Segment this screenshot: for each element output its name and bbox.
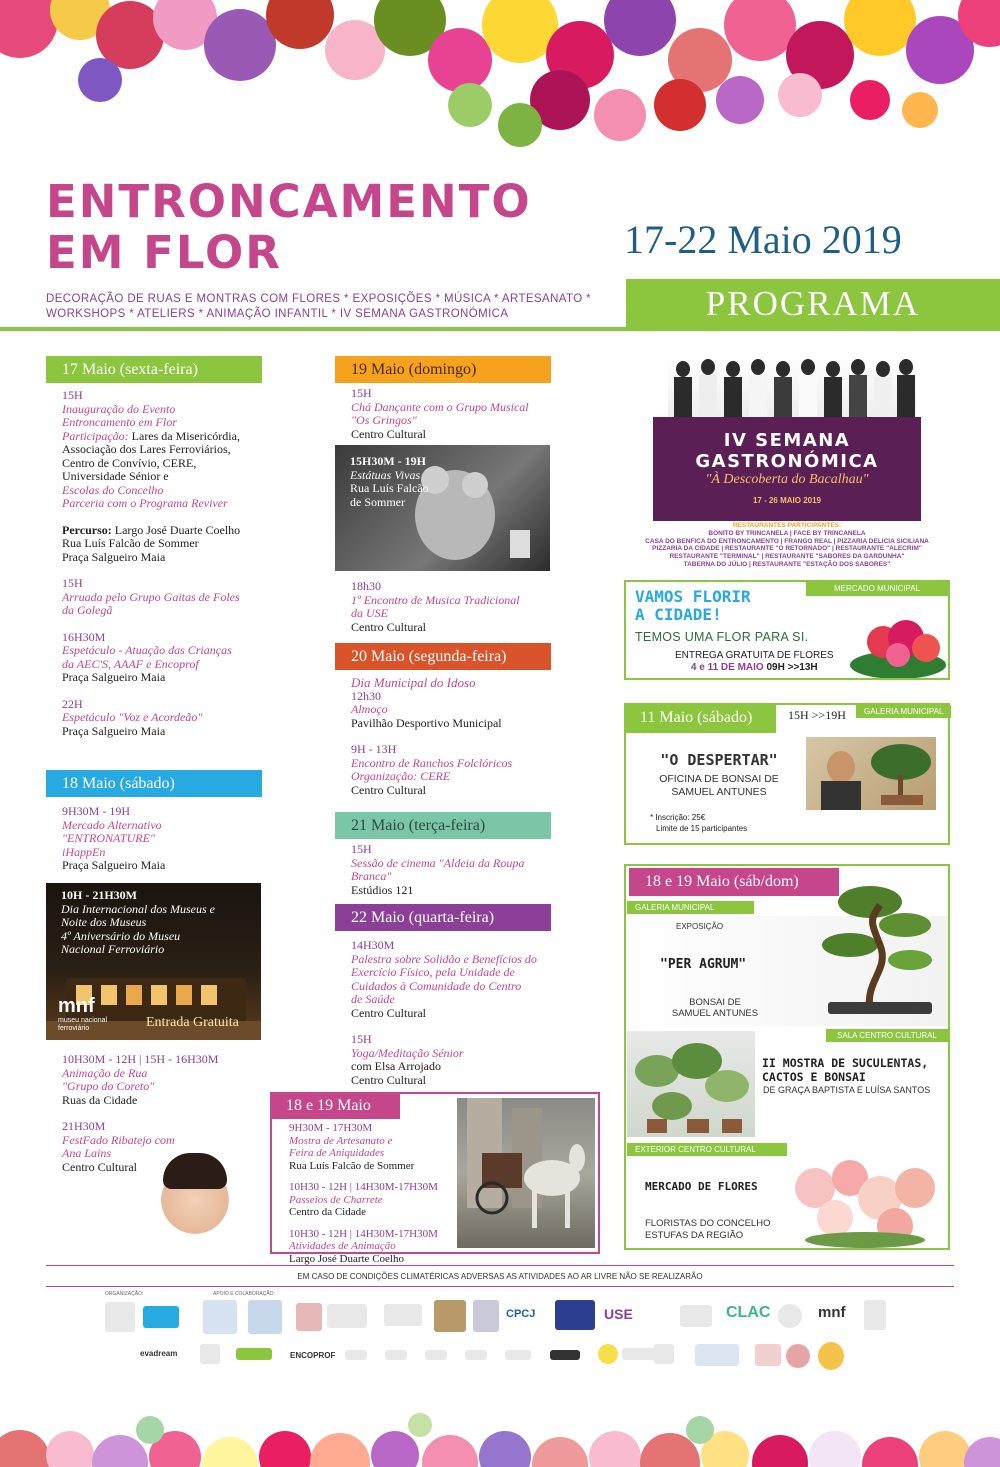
event-title: FestFado Ribatejo com: [62, 1132, 175, 1147]
day-21-events: [351, 843, 551, 897]
flower-market-details: [645, 1218, 770, 1242]
route-stop: Rua Luís Falcão de Sommer: [62, 536, 199, 550]
sponsor-logo: [143, 1306, 179, 1328]
title-line-2: EM FLOR: [46, 226, 282, 279]
event-location: Centro Cultural: [351, 1072, 426, 1087]
sponsor-logo: [236, 1348, 272, 1360]
flower-banner-top: [0, 0, 1000, 165]
restaurant-list: [634, 522, 940, 569]
location-tag: MERCADO MUNICIPAL: [806, 581, 948, 596]
event-time: 12h30: [351, 688, 381, 703]
day-header-19: 19 Maio (domingo): [335, 356, 551, 383]
event-location: Centro Cultural: [351, 782, 426, 797]
sponsor-logo: [203, 1300, 237, 1334]
sponsor-logo: [345, 1350, 367, 1360]
weekend-fair-header: 18 e 19 Maio: [270, 1092, 400, 1119]
event-detail: Associação dos Lares Ferroviários,: [62, 442, 231, 456]
sponsor-logo: [200, 1344, 220, 1364]
bonsai-tree-image: [810, 870, 945, 1026]
event-title: Dia Internacional dos Museus e: [61, 901, 215, 916]
day-header-21: 21 Maio (terça-feira): [335, 812, 551, 839]
exhibitor-line: BONSAI DE: [689, 997, 741, 1008]
day-header-20: 20 Maio (segunda-feira): [335, 643, 551, 670]
support-label: APOIO E COLABORAÇÃO:: [213, 1291, 275, 1297]
event-time: 14H30M: [351, 938, 395, 952]
event-location: Centro Cultural: [62, 1159, 137, 1174]
route-stop: Largo José Duarte Coelho: [111, 522, 241, 537]
event-time: 9H - 13H: [351, 742, 397, 756]
flower-market-line: FLORISTAS DO CONCELHO: [645, 1218, 771, 1229]
event-title: 1º Encontro de Musica Tradicional: [351, 592, 520, 607]
use-logo: USE: [604, 1306, 633, 1322]
sponsor-logo: [786, 1344, 810, 1368]
bonsai-exhibitor: [650, 997, 780, 1019]
sponsor-logo: [296, 1303, 322, 1331]
event-time: 15H: [351, 1032, 372, 1046]
event-title: Espetáculo "Voz e Acordeão": [62, 710, 203, 724]
sponsor-logo: [465, 1350, 487, 1360]
museum-logo-line: museu nacional: [58, 1017, 108, 1024]
event-location: Centro da Cidade: [289, 1206, 366, 1218]
sponsor-logo: [327, 1304, 367, 1328]
gastronomy-title-line-2: GASTRONÓMICA: [695, 451, 879, 472]
begonia-flower-image: [848, 610, 948, 678]
registration-fee: * Inscrição: 25€: [650, 813, 706, 822]
succulents-exhibitors: DE GRAÇA BAPTISTA E LUÍSA SANTOS: [763, 1085, 931, 1095]
sponsor-logo: [384, 1304, 422, 1326]
museum-logo-line: ferroviário: [58, 1025, 90, 1032]
event-title: Arruada pelo Grupo Gaitas de Foles: [62, 589, 240, 604]
museum-logo: mnf: [58, 995, 95, 1017]
succulents-title-line-1: II MOSTRA DE SUCULENTAS,: [762, 1056, 929, 1070]
location-tag: GALERIA MUNICIPAL: [627, 901, 754, 914]
gastronomy-title-line-1: IV SEMANA: [723, 430, 851, 451]
event-title: Animação de Rua: [62, 1065, 148, 1080]
subtitle-line-2: WORKSHOPS * ATELIERS * ANIMAÇÃO INFANTIL * IV SEMANA GASTRONÓMICA: [46, 308, 509, 320]
restaurant-line: BONITO BY TRINCANELA | FACE BY TRINCANELA: [708, 529, 866, 537]
event-title: Branca": [351, 869, 392, 883]
event-location: Estúdios 121: [351, 882, 414, 897]
event-title: 4º Aniversário do Museu: [61, 928, 181, 943]
gastronomy-title: [653, 417, 921, 472]
event-detail: com Elsa Arrojado: [351, 1059, 441, 1073]
day-header-18: 18 Maio (sábado): [46, 770, 262, 797]
event-title: "Os Gringos": [351, 413, 417, 427]
flower-giveaway-time: 09H >>13H: [763, 662, 818, 673]
event-title: Noite dos Museus: [61, 915, 147, 929]
bonsai-artist-photo: [806, 737, 936, 810]
museum-photo: [46, 883, 261, 1040]
day-header-17: 17 Maio (sexta-feira): [46, 356, 262, 383]
subtitle-line-1: DECORAÇÃO DE RUAS E MONTRAS COM FLORES * EXPOSIÇÕES * MÚSICA * ARTESANATO *: [46, 293, 592, 305]
begonia-pink-image: [785, 1158, 945, 1248]
weekend-exhibitions-header: 18 e 19 Maio (sáb/dom): [629, 868, 839, 896]
day-19-events-late: [351, 580, 551, 634]
succulents-exhibition-title: [762, 1056, 928, 1084]
sponsor-logo: [105, 1302, 135, 1332]
event-title: Atividades de Animação: [289, 1240, 396, 1252]
event-time: 10H - 21H30M: [61, 888, 137, 902]
weekend-fair-events: [289, 1122, 469, 1265]
flower-market-title: MERCADO DE FLORES: [645, 1180, 758, 1193]
event-location: Centro Cultural: [351, 426, 426, 441]
day-19-events: [351, 387, 551, 441]
event-location: Rua Luís Falcão: [350, 481, 429, 495]
flower-giveaway-details: [675, 650, 834, 674]
event-time: 9H30M - 19H: [62, 804, 130, 818]
sponsor-logo: [425, 1350, 447, 1360]
event-time: 9H30M - 17H30M: [289, 1122, 373, 1134]
sponsor-logo: [385, 1350, 407, 1360]
location-tag: GALERIA MUNICIPAL: [856, 705, 951, 718]
sponsor-logo: [248, 1300, 282, 1334]
sponsor-logo: [818, 1342, 844, 1370]
day-17-events: [62, 389, 282, 738]
event-detail: Organização: CERE: [351, 769, 451, 783]
sponsor-logo: [695, 1344, 739, 1366]
sponsor-logo: [550, 1350, 580, 1360]
bonsai-workshop-notes: [650, 812, 747, 834]
event-time: 16H30M: [62, 629, 106, 644]
footer-divider-top: [46, 1265, 954, 1266]
sponsor-logo: [864, 1300, 886, 1330]
event-title: Passeios de Charrete: [289, 1193, 383, 1206]
per-agrum-title: "PER AGRUM": [660, 957, 747, 972]
bonsai-workshop-title: "O DESPERTAR": [660, 751, 778, 769]
flower-giveaway-title: [635, 588, 751, 624]
restaurant-line: TABERNA DO JÚLIO | RESTAURANTE "ESTAÇÃO DOS SABORES": [683, 560, 891, 568]
event-location: Praça Salgueiro Maia: [62, 670, 166, 684]
statues-photo: [335, 445, 550, 571]
event-detail: Parceria com o Programa Reviver: [62, 496, 228, 510]
event-title: da USE: [351, 606, 388, 620]
restaurant-line: CASA DO BENFICA DO ENTRONCAMENTO | FRANGO REAL | PIZZARIA DELICIA SICILIANA: [645, 537, 929, 545]
route-label: Percurso:: [62, 522, 112, 537]
day-title: Dia Municipal do Idoso: [351, 675, 476, 690]
event-time: 15H: [62, 576, 83, 590]
organization-label: ORGANIZAÇÃO:: [105, 1291, 144, 1297]
event-title: Sessão de cinema "Aldeia da Roupa: [351, 855, 525, 870]
bonsai-workshop-time: 15H >>19H: [788, 708, 846, 722]
event-title: Nacional Ferroviário: [61, 942, 165, 956]
event-title: Espetáculo - Atuação das Crianças: [62, 643, 232, 657]
footer-divider-bottom: [46, 1286, 954, 1287]
event-location: Centro Cultural: [351, 619, 426, 634]
day-22-events: [351, 939, 551, 1087]
day-header-22: 22 Maio (quarta-feira): [335, 904, 551, 931]
event-title: Inauguração do Evento: [62, 401, 176, 416]
gastronomy-week-box: [653, 417, 921, 521]
event-location: Pavilhão Desportivo Municipal: [351, 715, 502, 730]
event-title: Palestra sobre Solidão e Benefícios do: [351, 951, 537, 966]
event-title: Estátuas Vivas: [350, 467, 421, 482]
event-time: 15H30M - 19H: [350, 454, 426, 468]
sponsor-logo: [598, 1344, 618, 1364]
flower-banner-bottom: [0, 1385, 1000, 1467]
event-detail: Centro de Convívio, CERE,: [62, 455, 197, 470]
participant-limit: Limite de 15 participantes: [656, 824, 748, 833]
event-time: 21H30M: [62, 1119, 106, 1133]
event-detail: Universidade Sénior e: [62, 469, 169, 483]
event-title: Almoço: [351, 702, 388, 716]
event-title: Mercado Alternativo: [62, 817, 162, 832]
event-detail: iHappEn: [62, 844, 106, 859]
event-title: Mostra de Artesanato e: [289, 1134, 393, 1147]
event-location: de Sommer: [350, 494, 405, 509]
bonsai-workshop-info: [634, 751, 804, 799]
flower-giveaway-title-line-1: VAMOS FLORIR: [635, 587, 751, 606]
event-dates: 17-22 Maio 2019: [624, 217, 902, 262]
event-location: Rua Luís Falcão de Sommer: [289, 1159, 415, 1172]
sponsor-logo: [680, 1305, 712, 1327]
day-18-events: [62, 805, 262, 873]
event-time: 10H30 - 12H | 14H30M-17H30M: [289, 1227, 438, 1240]
event-location: Largo José Duarte Coelho: [289, 1252, 404, 1265]
mnf-logo: mnf: [818, 1304, 846, 1321]
museum-free-entry: Entrada Gratuita: [146, 1015, 239, 1030]
flower-giveaway-dates: 4 e 11 DE MAIO: [690, 662, 764, 673]
gastronomy-dates: 17 - 26 MAIO 2019: [752, 496, 822, 505]
succulents-photo: [627, 1031, 755, 1137]
event-title: Cuidados à Comunidade do Centro: [351, 978, 522, 993]
encoprof-logo: ENCOPROF: [290, 1351, 336, 1360]
restaurant-line: RESTAURANTE "TERMINAL" | RESTAURANTE "SABORES DA GARDUNHA": [669, 553, 905, 561]
sponsor-logo: [654, 1344, 674, 1364]
programa-banner: PROGRAMA: [626, 279, 1000, 329]
event-title: Entroncamento em Flor: [62, 415, 177, 429]
location-tag: SALA CENTRO CULTURAL: [826, 1029, 948, 1042]
statues-text: [350, 455, 429, 509]
evadream-logo: evadream: [140, 1349, 178, 1358]
bonsai-workshop-header: 11 Maio (sábado): [624, 703, 776, 733]
event-label: Participação:: [62, 428, 129, 443]
day-20-events: [351, 676, 551, 797]
sponsor-logo: [505, 1350, 531, 1360]
gastronomy-subtitle: "À Descoberta do Bacalhau": [705, 472, 869, 487]
restaurant-list-title: RESTAURANTES PARTICIPANTES:: [732, 522, 842, 529]
subtitle: [46, 292, 606, 322]
carriage-photo: [457, 1098, 595, 1248]
weather-notice: EM CASO DE CONDIÇÕES CLIMATÉRICAS ADVERSAS AS ATIVIDADES AO AR LIVRE NÃO SE REALIZARÃO: [297, 1272, 703, 1281]
flower-market-line: ESTUFAS DA REGIÃO: [645, 1230, 744, 1241]
event-time: 10H30 - 12H | 14H30M-17H30M: [289, 1181, 438, 1193]
sponsor-logo: [555, 1300, 595, 1330]
event-time: 18h30: [351, 579, 381, 593]
event-location: Praça Salgueiro Maia: [62, 858, 166, 872]
sponsor-logo: [622, 1348, 656, 1360]
sponsor-logo: [434, 1300, 466, 1332]
event-location: Ruas da Cidade: [62, 1092, 138, 1107]
event-time: 22H: [62, 696, 83, 711]
event-detail: Lares da Misericórdia,: [128, 428, 240, 443]
exhibition-label: EXPOSIÇÃO: [676, 922, 724, 931]
event-title: da AEC'S, AAAF e Encoprof: [62, 656, 199, 671]
cpcj-logo: CPCJ: [506, 1308, 536, 1320]
event-title: Ana Lains: [62, 1146, 112, 1160]
chefs-photo: [668, 355, 916, 417]
bonsai-workshop-line: OFICINA DE BONSAI DE: [659, 773, 779, 785]
sponsor-logo: [778, 1304, 802, 1328]
page-title: [46, 176, 532, 278]
title-line-1: ENTRONCAMENTO: [46, 175, 532, 228]
clac-logo: CLAC: [726, 1304, 771, 1321]
event-time: 15H: [351, 386, 372, 400]
singer-photo: [145, 1145, 245, 1245]
event-title: "ENTRONATURE": [62, 831, 155, 845]
bonsai-workshop-line: SAMUEL ANTUNES: [671, 786, 767, 798]
location-tag: EXTERIOR CENTRO CULTURAL: [627, 1143, 787, 1156]
event-title: Exercício Físico, pela Unidade de: [351, 965, 515, 979]
event-title: da Golegã: [62, 603, 113, 617]
flower-giveaway-line: ENTREGA GRATUITA DE FLORES: [675, 650, 834, 661]
event-title: Yoga/Meditação Sénior: [351, 1045, 464, 1060]
event-title: Feira de Aniquidades: [289, 1147, 385, 1159]
event-title: Chá Dançante com o Grupo Musical: [351, 399, 529, 414]
event-time: 10H30M - 12H | 15H - 16H30M: [62, 1052, 219, 1066]
exhibitor-line: SAMUEL ANTUNES: [671, 1008, 759, 1019]
event-title: "Grupo do Coreto": [62, 1079, 155, 1093]
event-title: de Saúde: [351, 992, 395, 1006]
route-stop: Praça Salgueiro Maia: [62, 549, 166, 564]
museum-text: [61, 889, 215, 957]
event-location: Centro Cultural: [351, 1005, 426, 1020]
restaurant-line: PIZZARIA DA CIDADE | RESTAURANTE "O RETORNADO" | RESTAURANTE "ALECRIM": [652, 545, 922, 553]
hair-shape: [163, 1153, 227, 1189]
flower-giveaway-title-line-2: A CIDADE!: [635, 605, 722, 624]
event-title: Encontro de Ranchos Folclóricos: [351, 755, 513, 770]
succulents-title-line-2: CACTOS E BONSAI: [762, 1070, 866, 1084]
museum-logo-caption: [58, 1017, 107, 1033]
event-location: Praça Salgueiro Maia: [62, 723, 166, 738]
event-detail: Escolas do Concelho: [62, 482, 164, 497]
event-time: 15H: [62, 388, 83, 402]
event-time: 15H: [351, 842, 372, 856]
sponsor-logo: [473, 1300, 499, 1332]
sponsor-logo: [755, 1344, 781, 1366]
flower-giveaway-subtitle: TEMOS UMA FLOR PARA SI.: [635, 630, 809, 644]
